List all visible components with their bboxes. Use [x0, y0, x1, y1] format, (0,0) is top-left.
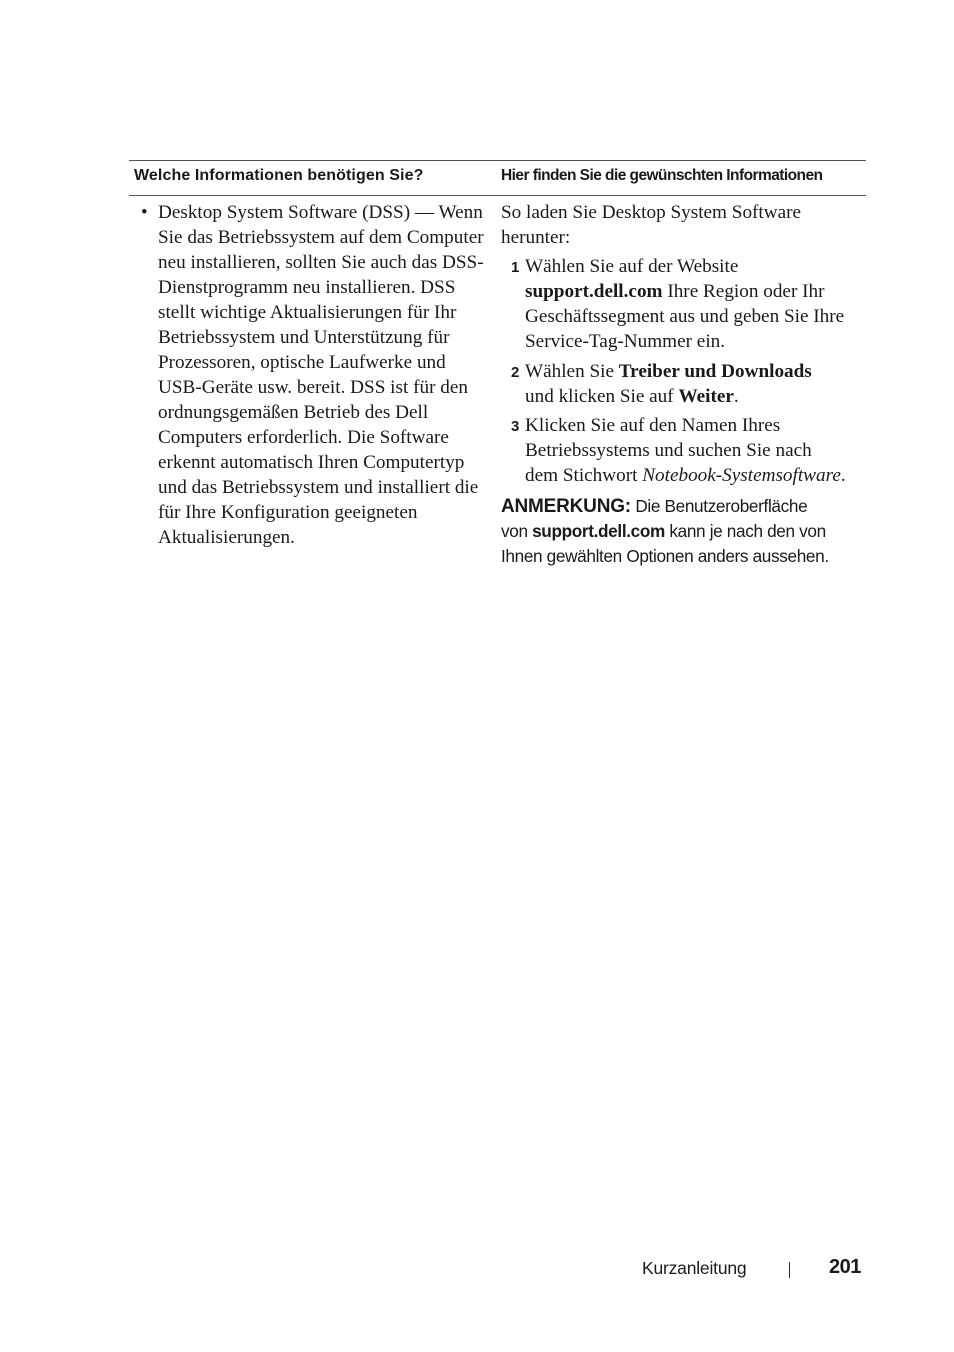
text-fragment: . — [840, 465, 846, 486]
text-fragment: kann je nach den von — [664, 521, 826, 541]
text-fragment: von — [501, 521, 533, 541]
text-line — [525, 463, 846, 488]
step-number: 1 — [511, 259, 520, 276]
website-link-text: support.dell.com — [532, 521, 665, 541]
text-fragment: . — [733, 386, 739, 407]
text-line: Klicken Sie auf den Namen Ihres — [525, 415, 781, 436]
text-line: Computers erforderlich. Die Software — [158, 427, 449, 448]
text-line: Ihnen gewählten Optionen anders aussehen. — [501, 546, 829, 566]
text-line: ordnungsgemäßen Betrieb des Dell — [158, 402, 429, 423]
text-line: Wählen Sie auf der Website — [525, 256, 739, 277]
text-line: Prozessoren, optische Laufwerke und — [158, 352, 446, 373]
text-fragment: und klicken Sie auf — [525, 386, 679, 407]
footer-divider — [789, 1262, 790, 1278]
table-header-answer: Hier finden Sie die gewünschten Informationen — [501, 167, 823, 184]
text-line — [501, 494, 829, 519]
text-line — [525, 384, 812, 409]
note-label: ANMERKUNG: — [501, 496, 631, 517]
step-text — [525, 413, 846, 488]
search-keyword: Notebook-Systemsoftware — [642, 465, 841, 486]
footer-section-title: Kurzanleitung — [642, 1258, 747, 1278]
text-fragment: Wählen Sie — [525, 361, 619, 382]
text-line: Service-Tag-Nummer ein. — [525, 331, 726, 352]
text-line: Betriebssystem und Unterstützung für — [158, 327, 450, 348]
step-text — [525, 254, 844, 354]
text-line: neu installieren, sollten Sie auch das DSS- — [158, 252, 484, 273]
step-text — [525, 359, 812, 409]
note-box — [501, 494, 829, 569]
step-number: 2 — [511, 364, 520, 381]
button-label: Weiter — [678, 386, 734, 407]
text-line: und das Betriebssystem und installiert die — [158, 477, 479, 498]
step-number: 3 — [511, 418, 520, 435]
text-line — [525, 279, 844, 304]
text-line: herunter: — [501, 227, 571, 248]
text-line: So laden Sie Desktop System Software — [501, 202, 802, 223]
page-number: 201 — [829, 1256, 861, 1278]
text-line: für Ihre Konfiguration geeigneten — [158, 502, 418, 523]
text-line: USB-Geräte usw. bereit. DSS ist für den — [158, 377, 468, 398]
text-line: Sie das Betriebssystem auf dem Computer — [158, 227, 484, 248]
table-top-rule — [129, 160, 866, 161]
text-line: Aktualisierungen. — [158, 527, 295, 548]
table-header-rule — [129, 195, 866, 196]
text-line: Desktop System Software (DSS) — Wenn — [158, 202, 483, 223]
text-fragment: dem Stichwort — [525, 465, 643, 486]
dss-description — [158, 200, 500, 550]
text-line: erkennt automatisch Ihren Computertyp — [158, 452, 465, 473]
bullet-marker: • — [141, 202, 148, 223]
text-line — [501, 519, 829, 544]
text-line: Geschäftssegment aus und geben Sie Ihre — [525, 306, 845, 327]
text-line: stellt wichtige Aktualisierungen für Ihr — [158, 302, 457, 323]
text-line — [525, 359, 812, 384]
text-line: Betriebssystems und suchen Sie nach — [525, 440, 812, 461]
text-fragment: Die Benutzeroberfläche — [630, 496, 808, 516]
table-header-question: Welche Informationen benötigen Sie? — [134, 167, 424, 184]
download-intro — [501, 200, 801, 250]
text-line: Dienstprogramm neu installieren. DSS — [158, 277, 456, 298]
website-link-text: support.dell.com — [525, 281, 663, 302]
text-fragment: Ihre Region oder Ihr — [662, 281, 825, 302]
menu-label: Treiber und Downloads — [618, 361, 812, 382]
